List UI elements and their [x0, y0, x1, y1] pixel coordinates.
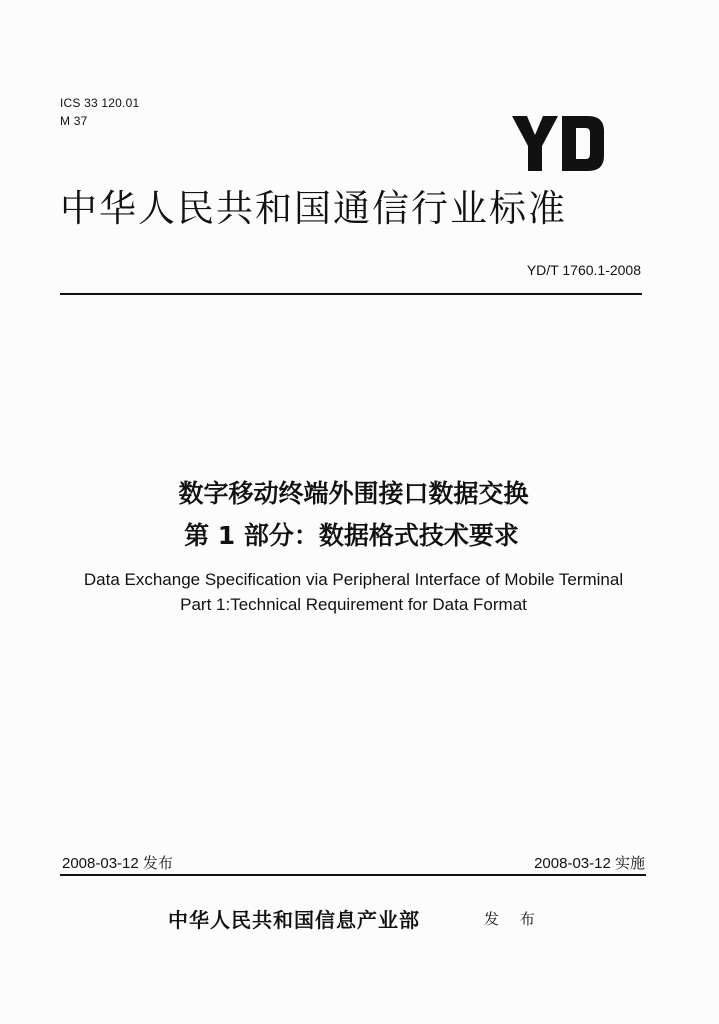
- standard-number: YD/T 1760.1-2008: [526, 262, 641, 278]
- classification-codes: [60, 94, 139, 130]
- publisher-name: 中华人民共和国信息产业部: [168, 908, 420, 932]
- top-divider: [60, 293, 642, 295]
- org-standard-title: 中华人民共和国通信行业标准: [60, 187, 567, 230]
- bottom-divider: [60, 874, 646, 876]
- ccs-code: M 37: [60, 114, 88, 128]
- implementation-date: 2008-03-12 实施: [534, 855, 645, 872]
- ics-code: ICS 33 120.01: [60, 96, 140, 110]
- title-cn-line2: 第 1 部分：数据格式技术要求: [184, 521, 519, 550]
- title-en-line2: Part 1:Technical Requirement for Data Format: [180, 595, 527, 614]
- yd-logo: [512, 116, 604, 172]
- issue-date: 2008-03-12 发布: [62, 855, 173, 872]
- title-cn-line1: 数字移动终端外围接口数据交换: [178, 479, 529, 508]
- publish-action: 发 布: [484, 910, 543, 928]
- title-en-line1: Data Exchange Specification via Peripheral Interface of Mobile Terminal: [83, 570, 624, 589]
